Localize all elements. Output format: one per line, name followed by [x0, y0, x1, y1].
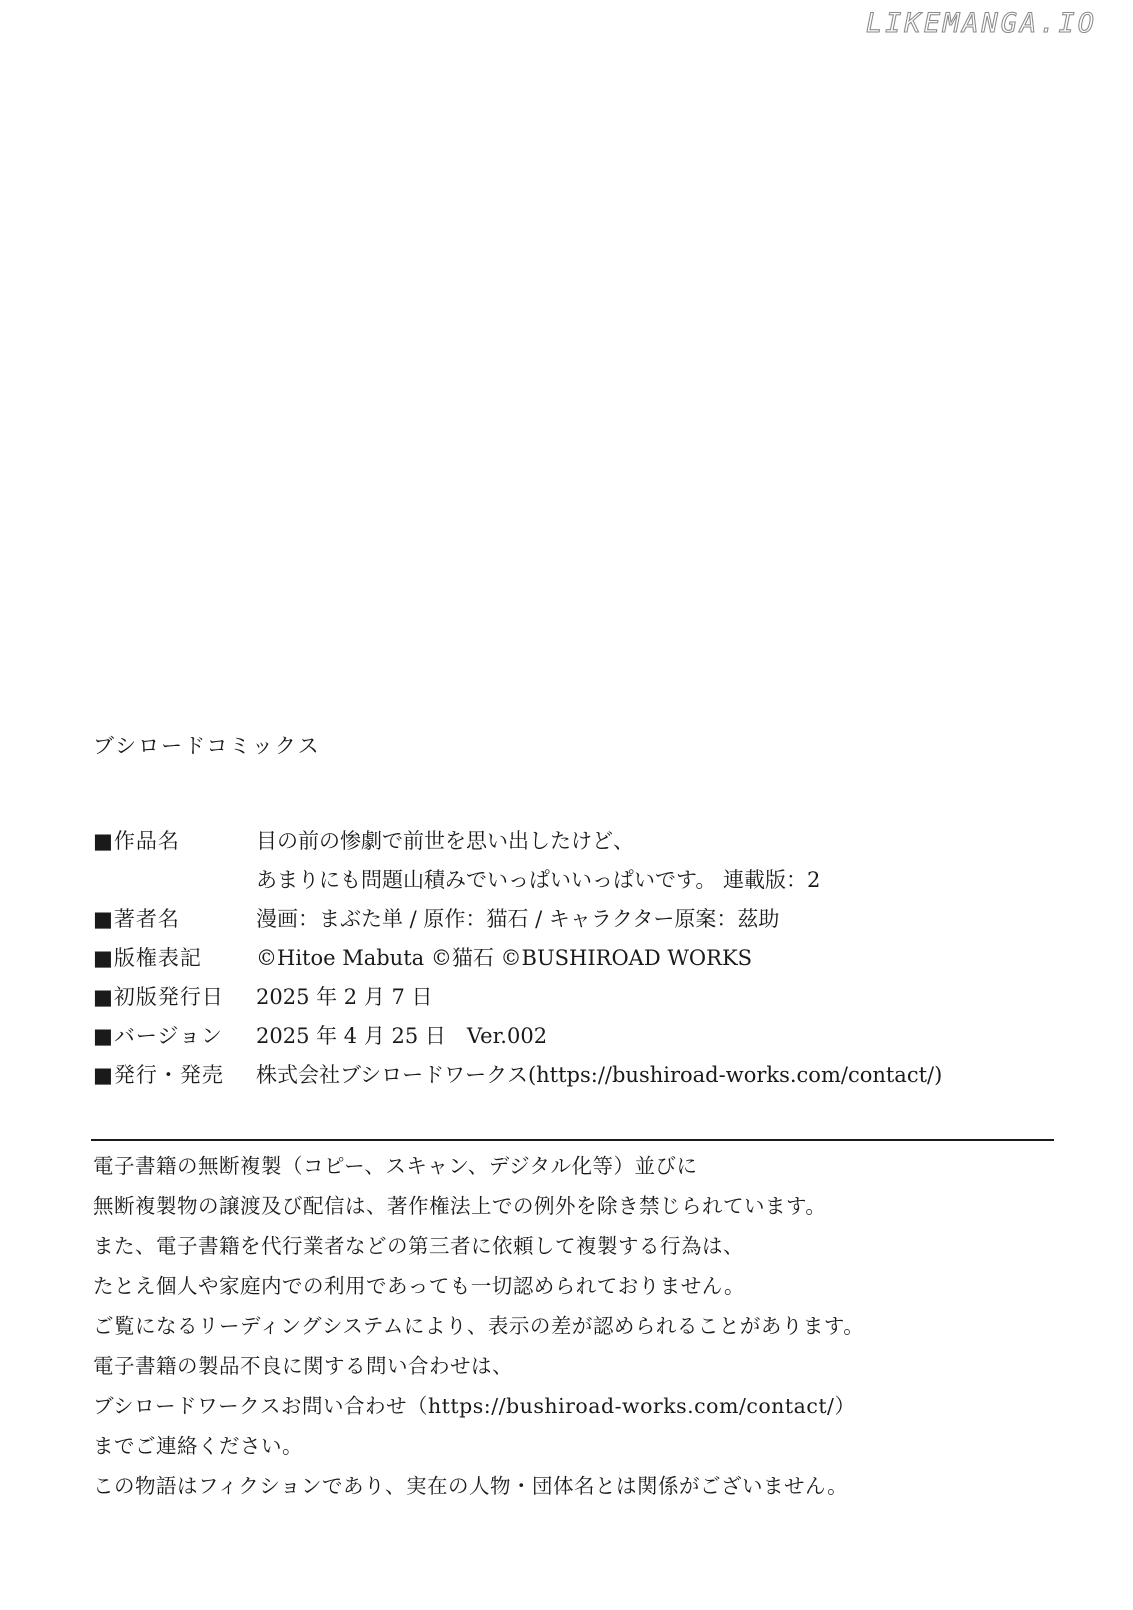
site-watermark: LIKEMANGA.IO — [865, 8, 1097, 39]
notice-line: 電子書籍の製品不良に関する問い合わせは、 — [93, 1354, 513, 1378]
colophon-value — [256, 1056, 942, 1095]
colophon-row-copyright — [93, 939, 1053, 978]
colophon-value-line: 漫画：まぶた単 / 原作：猫石 / キャラクター原案：茲助 — [256, 907, 780, 931]
notice-line: 無断複製物の譲渡及び配信は、著作権法上での例外を除き禁じられています。 — [93, 1194, 827, 1218]
colophon-value-line: 2025 年 4 月 25 日 Ver.002 — [256, 1024, 548, 1048]
notice-line: また、電子書籍を代行業者などの第三者に依頼して複製する行為は、 — [93, 1234, 744, 1258]
notice-line: ブシロードワークスお問い合わせ（https://bushiroad-works.com/contact/） — [93, 1394, 856, 1418]
colophon-value-line: あまりにも問題山積みでいっぱいいっぱいです。 連載版：2 — [256, 868, 821, 892]
colophon-key: ■バージョン — [93, 1024, 224, 1048]
legal-notice — [93, 1146, 1053, 1506]
imprint-label: ブシロードコミックス — [93, 734, 321, 758]
notice-line: ご覧になるリーディングシステムにより、表示の差が認められることがあります。 — [93, 1314, 865, 1338]
colophon-key: ■作品名 — [93, 829, 180, 853]
colophon-value-line: 株式会社ブシロードワークス(https://bushiroad-works.com/contact/) — [256, 1063, 943, 1087]
section-divider — [91, 1139, 1054, 1141]
colophon-value-line: 2025 年 2 月 7 日 — [256, 985, 433, 1009]
colophon-key: ■初版発行日 — [93, 985, 224, 1009]
colophon-value — [256, 900, 779, 939]
notice-line: この物語はフィクションであり、実在の人物・団体名とは関係がございません。 — [93, 1474, 849, 1498]
colophon-value — [256, 939, 752, 978]
notice-line: までご連絡ください。 — [93, 1434, 303, 1458]
colophon-row-authors — [93, 900, 1053, 939]
colophon-key: ■発行・発売 — [93, 1063, 224, 1087]
notice-line: 電子書籍の無断複製（コピー、スキャン、デジタル化等）並びに — [93, 1154, 698, 1178]
colophon-row-publisher — [93, 1056, 1053, 1095]
colophon-key: ■版権表記 — [93, 946, 202, 970]
colophon-value-line: 目の前の惨劇で前世を思い出したけど、 — [256, 829, 634, 853]
colophon-row-first-edition — [93, 978, 1053, 1017]
notice-line: たとえ個人や家庭内での利用であっても一切認められておりません。 — [93, 1274, 746, 1298]
colophon-value-line: ©Hitoe Mabuta ©猫石 ©BUSHIROAD WORKS — [256, 946, 753, 970]
colophon-table — [93, 822, 1053, 1095]
colophon-value — [256, 1017, 547, 1056]
colophon-row-version — [93, 1017, 1053, 1056]
colophon-value — [256, 978, 433, 1017]
colophon-value — [256, 822, 820, 900]
colophon-row-title — [93, 822, 1053, 900]
colophon-key: ■著者名 — [93, 907, 180, 931]
